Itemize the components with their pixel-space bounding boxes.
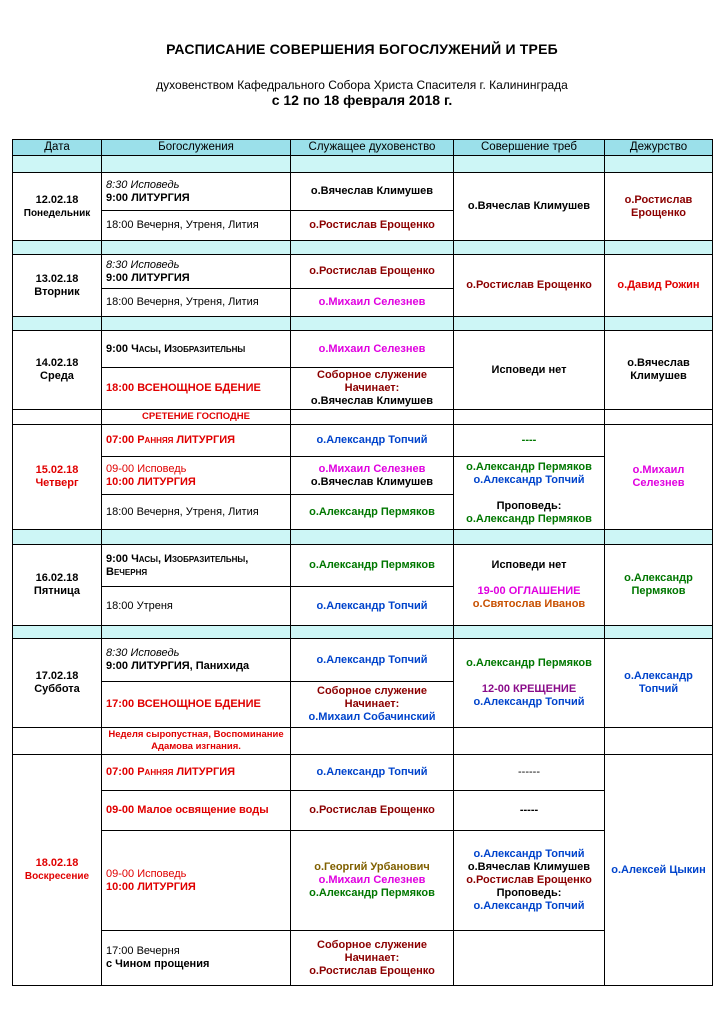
- clergy-cell: о.Александр Топчий: [291, 639, 454, 682]
- duty-cell: о.Вячеслав Климушев: [605, 331, 713, 410]
- service-cell: 09-00 Малое освящение воды: [102, 791, 291, 831]
- rites-cell: [454, 931, 605, 986]
- feast-label: СРЕТЕНИЕ ГОСПОДНЕ: [102, 410, 291, 425]
- service-cell: 9:00 Часы, Изобразительны: [102, 331, 291, 368]
- clergy-cell: о.Александр Топчий: [291, 587, 454, 626]
- service-cell: 18:00 Вечерня, Утреня, Лития: [102, 289, 291, 317]
- date-cell: 14.02.18 Среда: [13, 331, 102, 410]
- clergy-cell: о.Михаил Селезнев о.Вячеслав Климушев: [291, 457, 454, 495]
- duty-cell: о.Алексей Цыкин: [605, 755, 713, 986]
- service-cell: 8:30 Исповедь 9:00 ЛИТУРГИЯ: [102, 255, 291, 289]
- separator-row: [13, 626, 713, 639]
- duty-cell: о.Михаил Селезнев: [605, 425, 713, 530]
- service-cell: 18:00 ВСЕНОЩНОЕ БДЕНИЕ: [102, 368, 291, 410]
- date-cell: 13.02.18 Вторник: [13, 255, 102, 317]
- rites-cell: ----: [454, 425, 605, 457]
- clergy-cell: о.Георгий Урбанович о.Михаил Селезнев о.Александр Пермяков: [291, 831, 454, 931]
- clergy-cell: о.Михаил Селезнев: [291, 331, 454, 368]
- rites-cell: -----: [454, 791, 605, 831]
- service-cell: 09-00 Исповедь 10:00 ЛИТУРГИЯ: [102, 831, 291, 931]
- service-cell: 18:00 Вечерня, Утреня, Лития: [102, 495, 291, 530]
- clergy-cell: о.Александр Топчий: [291, 755, 454, 791]
- service-cell: 9:00 Часы, Изобразительны, Вечерня: [102, 545, 291, 587]
- column-header-services: Богослужения: [102, 140, 291, 156]
- date-cell: 15.02.18 Четверг: [13, 425, 102, 530]
- rites-cell: о.Ростислав Ерощенко: [454, 255, 605, 317]
- rites-cell: о.Александр Пермяков о.Александр Топчий Проповедь: о.Александр Пермяков: [454, 457, 605, 530]
- date-cell: 12.02.18 Понедельник: [13, 173, 102, 241]
- service-cell: 8:30 Исповедь 9:00 ЛИТУРГИЯ: [102, 173, 291, 211]
- rites-cell: ------: [454, 755, 605, 791]
- rites-cell: Исповеди нет 19-00 ОГЛАШЕНИЕ о.Святослав Иванов: [454, 545, 605, 626]
- table-row: [13, 331, 713, 368]
- clergy-cell: о.Александр Пермяков: [291, 545, 454, 587]
- feast-label: Неделя сыропустная, Воспоминание Адамова изгнания.: [102, 728, 291, 755]
- service-cell: 09-00 Исповедь 10:00 ЛИТУРГИЯ: [102, 457, 291, 495]
- duty-cell: о.Александр Топчий: [605, 639, 713, 728]
- service-cell: 07:00 Ранняя ЛИТУРГИЯ: [102, 425, 291, 457]
- separator-row: [13, 530, 713, 545]
- clergy-cell: о.Михаил Селезнев: [291, 289, 454, 317]
- column-header-date: Дата: [13, 140, 102, 156]
- page-title: РАСПИСАНИЕ СОВЕРШЕНИЯ БОГОСЛУЖЕНИЙ И ТРЕБ: [166, 41, 558, 57]
- duty-cell: о.Александр Пермяков: [605, 545, 713, 626]
- table-row: [13, 639, 713, 682]
- service-cell: 07:00 Ранняя ЛИТУРГИЯ: [102, 755, 291, 791]
- table-row: [13, 173, 713, 211]
- table-row: [13, 545, 713, 587]
- clergy-cell: о.Ростислав Ерощенко: [291, 791, 454, 831]
- separator-row: [13, 156, 713, 173]
- service-cell: 18:00 Утреня: [102, 587, 291, 626]
- schedule-table: [12, 139, 713, 986]
- service-cell: 18:00 Вечерня, Утреня, Лития: [102, 211, 291, 241]
- date-cell: 16.02.18 Пятница: [13, 545, 102, 626]
- feast-row: [13, 728, 713, 755]
- clergy-cell: о.Вячеслав Климушев: [291, 173, 454, 211]
- separator-row: [13, 241, 713, 255]
- clergy-cell: Соборное служение Начинает: о.Михаил Собачинский: [291, 682, 454, 728]
- rites-cell: Исповеди нет: [454, 331, 605, 410]
- clergy-cell: Соборное служение Начинает: о.Вячеслав Климушев: [291, 368, 454, 410]
- date-cell: 17.02.18 Суббота: [13, 639, 102, 728]
- separator-row: [13, 317, 713, 331]
- rites-cell: о.Александр Топчий о.Вячеслав Климушев о.Ростислав Ерощенко Проповедь: о.Александр Топчий: [454, 831, 605, 931]
- table-row: [13, 255, 713, 289]
- clergy-cell: Соборное служение Начинает: о.Ростислав Ерощенко: [291, 931, 454, 986]
- header-row: [13, 140, 713, 156]
- service-cell: 17:00 ВСЕНОЩНОЕ БДЕНИЕ: [102, 682, 291, 728]
- duty-cell: о.Давид Рожин: [605, 255, 713, 317]
- rites-cell: о.Вячеслав Климушев: [454, 173, 605, 241]
- table-row: [13, 425, 713, 457]
- service-cell: 17:00 Вечерня с Чином прощения: [102, 931, 291, 986]
- clergy-cell: о.Ростислав Ерощенко: [291, 255, 454, 289]
- column-header-clergy: Служащее духовенство: [291, 140, 454, 156]
- rites-cell: о.Александр Пермяков 12-00 КРЕЩЕНИЕ о.Александр Топчий: [454, 639, 605, 728]
- date-cell: 18.02.18 Воскресение: [13, 755, 102, 986]
- feast-row: [13, 410, 713, 425]
- clergy-cell: о.Александр Пермяков: [291, 495, 454, 530]
- page-subtitle: духовенством Кафедрального Собора Христа Спасителя г. Калининграда: [156, 78, 568, 92]
- table-row: [13, 755, 713, 791]
- date-range: с 12 по 18 февраля 2018 г.: [271, 92, 453, 108]
- clergy-cell: о.Александр Топчий: [291, 425, 454, 457]
- duty-cell: о.Ростислав Ерощенко: [605, 173, 713, 241]
- column-header-duty: Дежурство: [605, 140, 713, 156]
- column-header-rites: Совершение треб: [454, 140, 605, 156]
- service-cell: 8:30 Исповедь 9:00 ЛИТУРГИЯ, Панихида: [102, 639, 291, 682]
- clergy-cell: о.Ростислав Ерощенко: [291, 211, 454, 241]
